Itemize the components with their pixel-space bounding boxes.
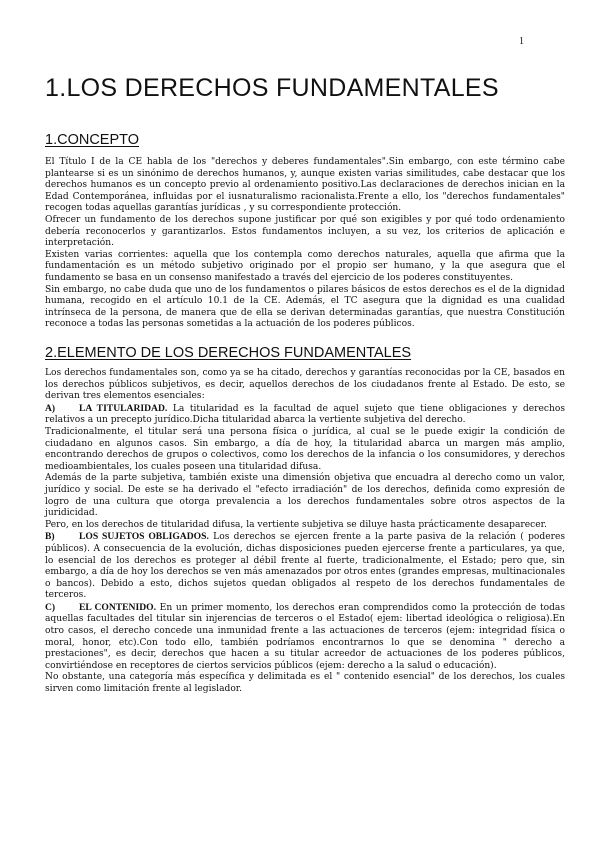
paragraph: No obstante, una categoría más específica y delimitada es el " contenido esencial" de los derechos, los cuales sirven como limitación frente al legislador. (45, 672, 565, 695)
intro-paragraph: Los derechos fundamentales son, como ya se ha citado, derechos y garantías reconocidas por la CE, basados en los derechos públicos subjetivos, es decir, aquellos derechos de los ciudadanos frente al Estado. De esto, se derivan tres elementos esenciales: (45, 368, 565, 402)
item-title: LA TITULARIDAD. (79, 402, 168, 414)
section-heading-concepto: 1.CONCEPTO (45, 132, 140, 148)
paragraph: Pero, en los derechos de titularidad difusa, la vertiente subjetiva se diluye hasta prácticamente desaparecer. (45, 519, 547, 530)
paragraph: Existen varias corrientes: aquella que los contempla como derechos naturales, aquella que afirma que la fundamentación es un método subjetivo originado por el propio ser humano, y la que asegura que el fundamento se basa en un consenso manifestado a través del ejercicio de los poderes constituyentes. (45, 249, 565, 283)
paragraph: Además de la parte subjetiva, también existe una dimensión objetiva que encuadra al derecho como un valor, jurídico y social. De este se ha derivado el "efecto irradiación" de los derechos, definida como expresión de logro de una cultura que otorga prevalencia a los derechos fundamentales sobre otros aspectos de la juridicidad. (45, 473, 565, 519)
paragraph: Tradicionalmente, el titular será una persona física o jurídica, al cual se le puede exigir la condición de ciudadano en algunos casos. Sin embargo, a día de hoy, la titularidad abarca un margen más amplio, encontrando derechos de grupos o colectivos, como los derechos de la infancia o los consumidores, y derechos medioambientales, los cuales poseen una titularidad difusa. (45, 426, 565, 472)
item-titularidad (45, 403, 565, 427)
page-number: 1 (519, 36, 524, 47)
item-letter: C) (45, 601, 56, 613)
item-text: Los derechos se ejercen frente a la parte pasiva de la relación ( poderes públicos). A consecuencia de la evolución, dichas disposiciones pueden ejercerse frente a particulares, ya que, lo esencial de los derechos es proteger al débil frente al fuerte, tradicionalmente, el Estado; pero que, sin embargo, a día de hoy los derechos se ven más amenazados por otros entes (grandes empresas, multinacionales o bancos). Debido a esto, dichos sujetos quedan obligados al respeto de los derechos fundamentales de terceros. (45, 532, 565, 601)
section-heading-elementos: 2.ELEMENTO DE LOS DERECHOS FUNDAMENTALES (45, 345, 412, 361)
item-title: LOS SUJETOS OBLIGADOS. (79, 531, 209, 543)
item-title: EL CONTENIDO. (79, 601, 157, 613)
item-text: La titularidad es la facultad de aquel sujeto que tiene obligaciones y derechos relativos a un precepto jurídico.Dicha titularidad abarca la vertiente subjetiva del derecho. (45, 403, 565, 426)
paragraph: Ofrecer un fundamento de los derechos supone justificar por qué son exigibles y por qué todo ordenamiento debería reconocerlos y garantizarlos. Estos fundamentos incluyen, a su vez, los criterios de aplicación e interpretación. (45, 214, 565, 249)
paragraph: Sin embargo, no cabe duda que uno de los fundamentos o pilares básicos de estos derechos es el de la dignidad humana, recogido en el artículo 10.1 de la CE. Además, el TC asegura que la dignidad es una cualidad intrínseca de la persona, de manera que de ella se derivan determinadas garantías, que nuestra Constitución reconoce a todas las personas sometidas a la actuación de los poderes públicos. (45, 284, 565, 330)
item-letter: B) (45, 531, 55, 543)
item-letter: A) (45, 402, 56, 414)
document-title: 1.LOS DERECHOS FUNDAMENTALES (45, 74, 499, 102)
item-text: En un primer momento, los derechos eran comprendidos como la protección de todas aquellas facultades del titular sin injerencias de terceros o el Estado( ejem: libertad ideológica o religiosa).En otro casos, el derecho concede una inmunidad frente a las actuaciones de terceros (ejem: integridad física o moral, honor, etc).Con todo ello, también podríamos encontrarnos lo que se denomina " derecho a prestaciones", es decir, derechos que hacen a su titular acreedor de actuaciones de los poderes públicos, convirtiéndose en receptores de ciertos servicios públicos (ejem: derecho a la salud o educación). (45, 602, 565, 671)
section-body-concepto (45, 157, 565, 331)
item-contenido (45, 602, 565, 673)
section-body-elementos (45, 368, 565, 696)
paragraph: El Título I de la CE habla de los "derechos y deberes fundamentales".Sin embargo, con este término cabe plantearse si es un sinónimo de derechos humanos, y, aunque existen varias similitudes, cabe destacar que los derechos humanos es un concepto previo al ordenamiento positivo.Las declaraciones de derechos inician en la Edad Contemporánea, influidas por el iusnaturalismo racionalista.Frente a ello, los "derechos fundamentales" recogen todas aquellas garantías jurídicas , y su correspondiente protección. (45, 157, 565, 214)
item-sujetos-obligados (45, 531, 565, 602)
